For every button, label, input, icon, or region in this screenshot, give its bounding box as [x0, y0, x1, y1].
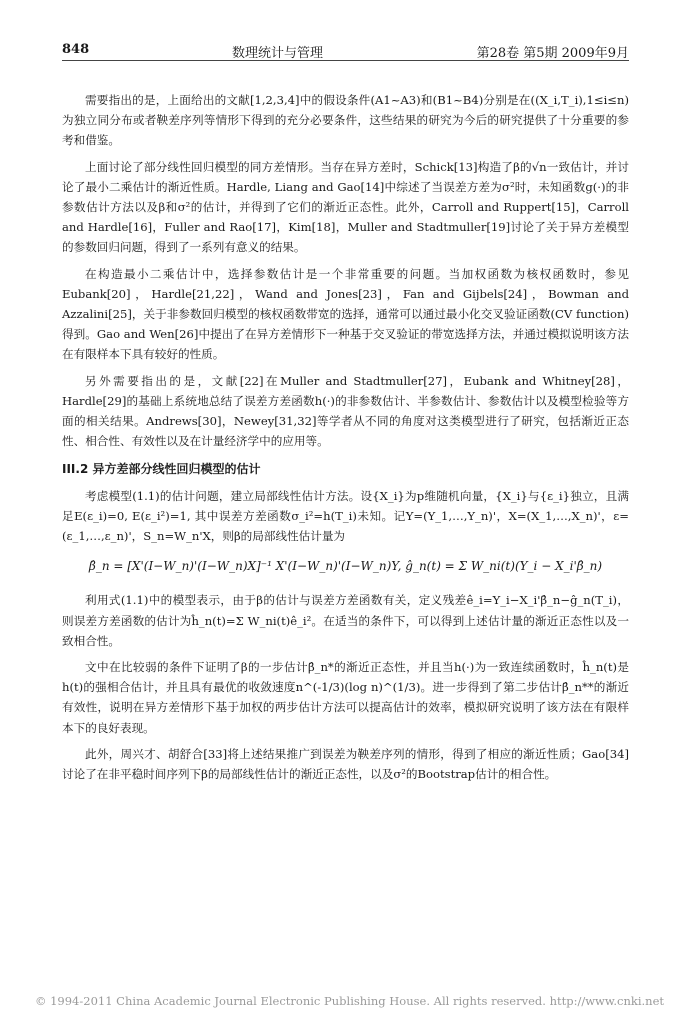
paragraph-1: 需要指出的是，上面给出的文献[1,2,3,4]中的假设条件(A1~A3)和(B1~B4)分别是在((X_i,T_i),1≤i≤n)为独立同分布或者鞅差序列等情形下得到的充分必要条件，这些结果的研究为今后的研究提供了十分重要的参考和借鉴。 [62, 93, 629, 148]
volume-issue: 第28卷 第5期 2009年9月 [476, 46, 629, 61]
page-number: 848 [62, 42, 90, 57]
paragraph-8: 此外，周兴才、胡舒合[33]将上述结果推广到误差为鞅差序列的情形，得到了相应的渐近性质；Gao[34]讨论了在非平稳时间序列下β的局部线性估计的渐近正态性，以及σ²的Bootstrap估计的相合性。 [62, 746, 629, 782]
running-header [62, 40, 629, 61]
journal-title: 数理统计与管理 [232, 46, 324, 61]
article-body [62, 90, 629, 790]
section-heading: III.2 异方差部分线性回归模型的估计 [62, 462, 261, 477]
paragraph-5: 考虑模型(1.1)的估计问题，建立局部线性估计方法。设{X_i}为p维随机向量，{X_i}与{ε_i}独立，且满足E(ε_i)=0, E(ε_i²)=1, 其中误差方差函数σ_i²=h(T_i)未知。记Y=(Y_1,…,Y_n)'，X=(X_1,…,X_n)'，ε=(ε_1,…,ε_n)'，S_n=W_n'X，则β的局部线性估计量为 [62, 488, 629, 544]
paragraph-3: 在构造最小二乘估计中，选择参数估计是一个非常重要的问题。当加权函数为核权函数时，参见Eubank[20]，Hardle[21,22]，Wand and Jones[23]，Fan and Gijbels[24]，Bowman and Azzalini[25]，关于非参数回归模型的核权函数带宽的选择，通常可以通过最小化交叉验证函数(CV function)得到。Gao and Wen[26]中提出了在异方差情形下一种基于交叉验证的带宽选择方法，并通过模拟说明该方法在有限样本下具有较好的性质。 [62, 266, 629, 362]
paragraph-6: 利用式(1.1)中的模型表示，由于β的估计与误差方差函数有关，定义残差ê_i=Y_i−X_i'β̂_n−ĝ_n(T_i)，则误差方差函数的估计为ĥ_n(t)=Σ W_ni(t)ê_i²。在适当的条件下，可以得到上述估计量的渐近正态性以及一致相合性。 [62, 593, 629, 648]
copyright-footer: © 1994-2011 China Academic Journal Electronic Publishing House. All rights reserved. http://www.cnki.net [34, 994, 665, 1008]
display-equation: β̂_n = [X'(I−W_n)'(I−W_n)X]⁻¹ X'(I−W_n)'(I−W_n)Y, ĝ_n(t) = Σ W_ni(t)(Y_i − X_i'β̂_n) [88, 559, 603, 574]
paragraph-2: 上面讨论了部分线性回归模型的同方差情形。当存在异方差时，Schick[13]构造了β的√n一致估计，并讨论了最小二乘估计的渐近性质。Hardle, Liang and Gao[14]中综述了当误差方差为σ²时，未知函数g(·)的非参数估计方法以及β和σ²的估计，并得到了它们的渐近正态性。此外，Carroll and Ruppert[15]，Carroll and Hardle[16]，Fuller and Rao[17]，Kim[18]，Muller and Stadtmuller[19]讨论了关于异方差模型的参数回归问题，得到了一系列有意义的结果。 [62, 159, 629, 255]
paragraph-4: 另外需要指出的是，文献[22]在Muller and Stadtmuller[27]，Eubank and Whitney[28]，Hardle[29]的基础上系统地总结了误差方差函数h(·)的非参数估计、半参数估计、参数估计以及模型检验等方面的相关结果。Andrews[30]，Newey[31,32]等学者从不同的角度对这类模型进行了研究，包括渐近正态性、相合性、有效性以及在计量经济学中的应用等。 [62, 373, 629, 449]
paragraph-7: 文中在比较弱的条件下证明了β的一步估计β̂_n*的渐近正态性，并且当h(·)为一致连续函数时，ĥ_n(t)是h(t)的强相合估计，并且具有最优的收敛速度n^(-1/3)(log n)^(1/3)。进一步得到了第二步估计β̂_n**的渐近有效性，说明在异方差情形下基于加权的两步估计方法可以提高估计的效率，模拟研究说明了该方法在有限样本下的良好表现。 [62, 660, 629, 735]
